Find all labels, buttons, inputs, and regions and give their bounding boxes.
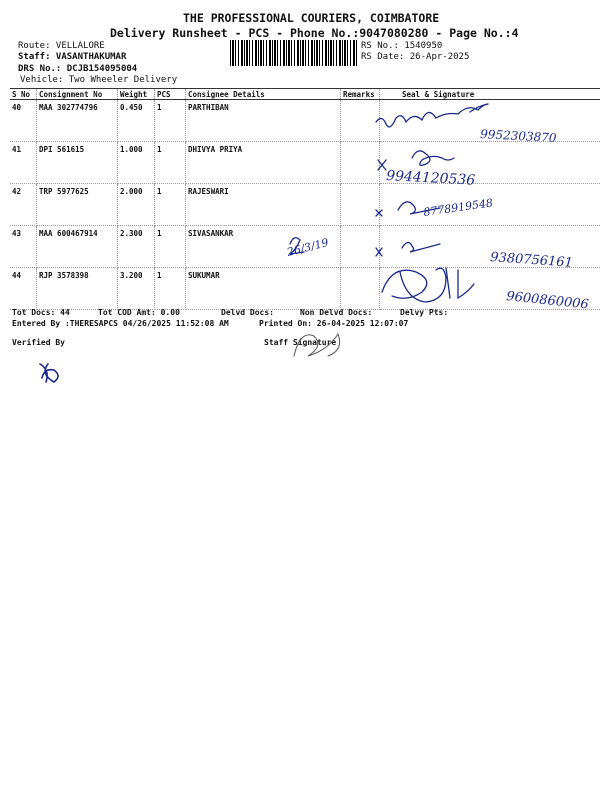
company-title: THE PROFESSIONAL COURIERS, COIMBATORE (183, 11, 440, 25)
col-remarks: Remarks (341, 89, 380, 100)
cell-sno: 40 (10, 100, 37, 142)
rs-date: RS Date: 26-Apr-2025 (361, 52, 470, 62)
cell-consignee: SUKUMAR (186, 268, 341, 310)
col-consignment: Consignment No (37, 89, 118, 100)
cell-consignment: RJP 3578398 (37, 268, 118, 310)
rs-number: RS No.: 1540950 (361, 41, 443, 51)
route-label: Route: VELLALORE (18, 41, 105, 51)
cell-weight: 1.000 (118, 142, 155, 184)
col-sno: S No (10, 89, 37, 100)
cell-consignment: MAA 600467914 (37, 226, 118, 268)
signature-phone-5: 9600860006 (505, 289, 590, 313)
col-seal-signature: Seal & Signature (380, 89, 600, 100)
vehicle-label: Vehicle: Two Wheeler Delivery (20, 75, 178, 85)
delivery-points: Delvy Pts: (400, 308, 449, 317)
cell-consignee: PARTHIBAN (186, 100, 341, 142)
cell-weight: 3.200 (118, 268, 155, 310)
cell-consignment: MAA 302774796 (37, 100, 118, 142)
total-cod-amount: Tot COD Amt: 0.00 (98, 308, 180, 317)
signature-phone-2: 9944120536 (385, 168, 476, 189)
cell-weight: 0.450 (118, 100, 155, 142)
cell-consignee: RAJESWARI (186, 184, 341, 226)
cell-weight: 2.000 (118, 184, 155, 226)
cell-consignment: TRP 5977625 (37, 184, 118, 226)
total-docs: Tot Docs: 44 (12, 308, 70, 317)
cell-sno: 42 (10, 184, 37, 226)
cell-pcs: 1 (155, 184, 186, 226)
cell-pcs: 1 (155, 100, 186, 142)
cell-consignee: DHIVYA PRIYA (186, 142, 341, 184)
signature-phone-4: 9380756161 (489, 250, 574, 271)
cell-sno: 44 (10, 268, 37, 310)
drs-number: DRS No.: DCJB154095004 (18, 64, 138, 74)
staff-signature-scribble (284, 326, 354, 366)
col-consignee: Consignee Details (186, 89, 341, 100)
remarks-handwritten-date: 26/3/19 (285, 236, 330, 259)
cell-consignee: SIVASANKAR (186, 226, 341, 268)
non-delivered-docs: Non Delvd Docs: (300, 308, 373, 317)
runsheet-subtitle: Delivery Runsheet - PCS - Phone No.:9047080280 - Page No.:4 (110, 26, 519, 40)
signature-phone-3: 8778919548 (422, 196, 494, 219)
cell-pcs: 1 (155, 268, 186, 310)
cell-consignment: DPI 561615 (37, 142, 118, 184)
entered-by: Entered By :THERESAPCS 04/26/2025 11:52:08 AM (12, 319, 229, 328)
staff-signature-label: Staff Signature (264, 338, 337, 347)
staff-label: Staff: VASANTHAKUMAR (18, 52, 127, 62)
printed-on: Printed On: 26-04-2025 12:07:07 (259, 319, 409, 328)
verified-by-initials (34, 358, 74, 388)
signature-phone-1: 9952303870 (479, 127, 557, 145)
delivered-docs: Delvd Docs: (221, 308, 274, 317)
cell-weight: 2.300 (118, 226, 155, 268)
cell-sno: 41 (10, 142, 37, 184)
verified-by-label: Verified By (12, 338, 65, 347)
cell-pcs: 1 (155, 142, 186, 184)
col-pcs: PCS (155, 89, 186, 100)
col-weight: Weight (118, 89, 155, 100)
cell-sno: 43 (10, 226, 37, 268)
cell-pcs: 1 (155, 226, 186, 268)
